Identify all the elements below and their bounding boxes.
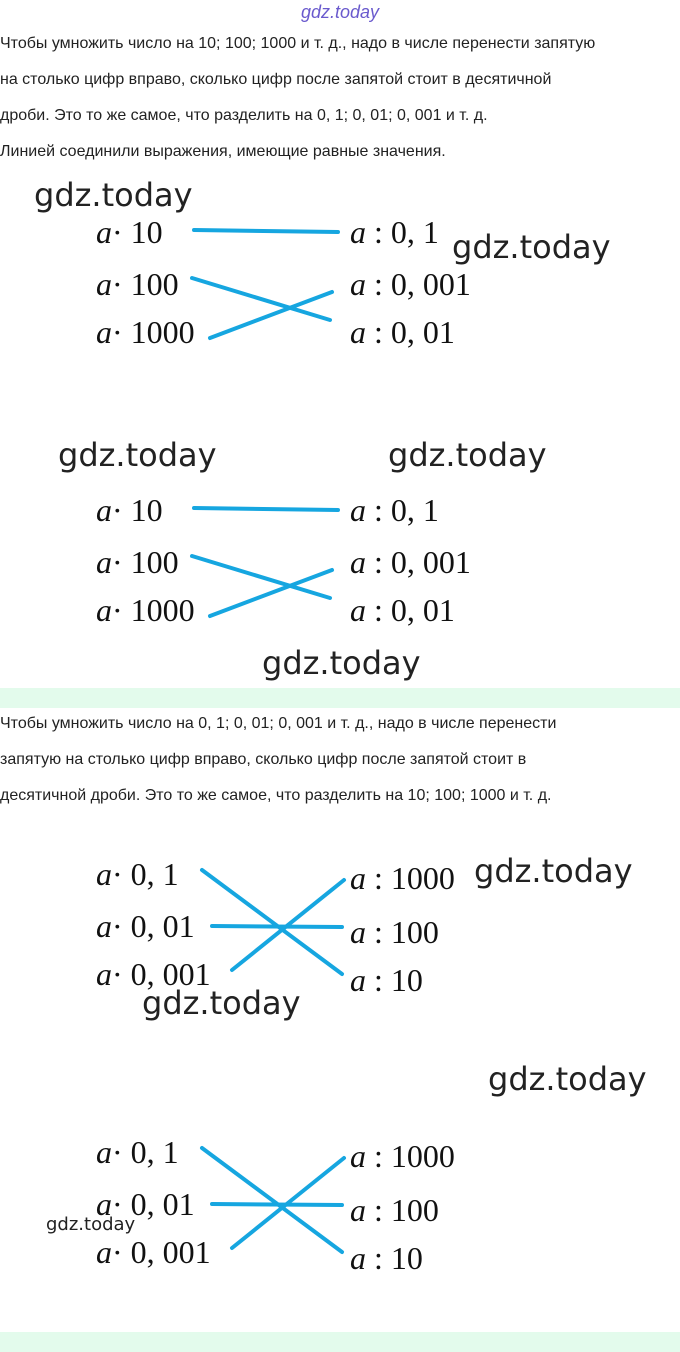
watermark: gdz.today	[452, 228, 611, 266]
paragraph-line: Линией соединили выражения, имеющие равные значения.	[0, 143, 446, 160]
left-expression: a· 0, 001	[96, 956, 211, 992]
watermark: gdz.today	[474, 852, 633, 890]
right-expression: a : 0, 001	[350, 266, 471, 302]
left-expression: a· 1000	[96, 592, 195, 628]
left-expression: a· 10	[96, 214, 163, 250]
paragraph-line: Чтобы умножить число на 10; 100; 1000 и т. д., надо в числе перенести запятую	[0, 35, 596, 52]
paragraph-line: на столько цифр вправо, сколько цифр после запятой стоит в десятичной	[0, 71, 552, 88]
right-expression: a : 0, 01	[350, 592, 455, 628]
right-expression: a : 10	[350, 962, 423, 998]
left-expression: a· 0, 001	[96, 1234, 211, 1270]
right-expression: a : 0, 1	[350, 214, 439, 250]
right-expression: a : 10	[350, 1240, 423, 1276]
left-expression: a· 0, 01	[96, 1186, 195, 1222]
right-expression: a : 1000	[350, 1138, 455, 1174]
left-expression: a· 100	[96, 266, 179, 302]
left-expression: a· 0, 1	[96, 856, 179, 892]
watermark: gdz.today	[388, 436, 547, 474]
top-watermark: gdz.today	[300, 2, 380, 22]
left-expression: a· 0, 01	[96, 908, 195, 944]
connector-line	[212, 1204, 342, 1205]
right-expression: a : 1000	[350, 860, 455, 896]
paragraph-line: запятую на столько цифр вправо, сколько цифр после запятой стоит в	[0, 751, 527, 768]
paragraph-line: Чтобы умножить число на 0, 1; 0, 01; 0, 001 и т. д., надо в числе перенести	[0, 715, 557, 732]
paragraph-line: десятичной дроби. Это то же самое, что разделить на 10; 100; 1000 и т. д.	[0, 787, 552, 804]
left-expression: a· 10	[96, 492, 163, 528]
left-expression: a· 1000	[96, 314, 195, 350]
right-expression: a : 0, 01	[350, 314, 455, 350]
right-expression: a : 0, 001	[350, 544, 471, 580]
connector-line	[202, 1148, 342, 1252]
watermark: gdz.today	[46, 1214, 136, 1235]
watermark: gdz.today	[262, 644, 421, 682]
left-expression: a· 100	[96, 544, 179, 580]
right-expression: a : 100	[350, 1192, 439, 1228]
watermark: gdz.today	[58, 436, 217, 474]
right-expression: a : 100	[350, 914, 439, 950]
watermark: gdz.today	[488, 1060, 647, 1098]
section-separator	[0, 1332, 680, 1352]
left-expression: a· 0, 1	[96, 1134, 179, 1170]
watermark: gdz.today	[34, 176, 193, 214]
watermark: gdz.today	[142, 984, 301, 1022]
right-expression: a : 0, 1	[350, 492, 439, 528]
paragraph-line: дроби. Это то же самое, что разделить на 0, 1; 0, 01; 0, 001 и т. д.	[0, 107, 488, 124]
